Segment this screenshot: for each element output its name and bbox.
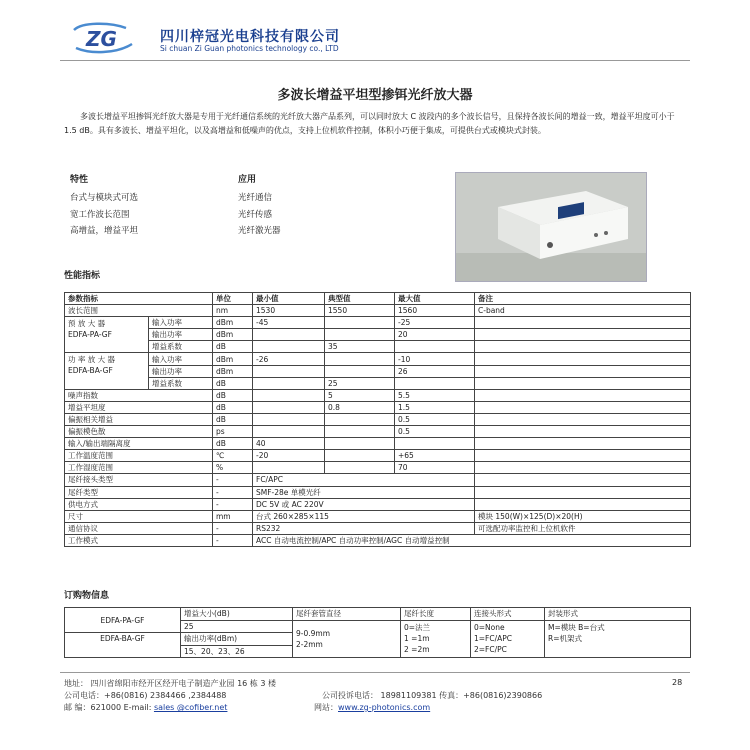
footer-divider (60, 672, 690, 673)
order-section-heading: 订购物信息 (64, 591, 110, 601)
table-row: EDFA-PA-GF 增益大小(dB) 尾纤套管直径 尾纤长度 连接头形式 封装形式 (65, 608, 691, 621)
table-row: 输出功率 dBm 26 (65, 365, 691, 377)
table-row: 输入/输出端隔离度 dB 40 (65, 438, 691, 450)
application-item: 光纤激光器 (238, 226, 281, 236)
pa-model-cell: 预 放 大 器 EDFA-PA-GF (65, 317, 149, 353)
table-row: 波长范围 nm 1530 1550 1560 C-band (65, 305, 691, 317)
spec-table (64, 292, 691, 547)
application-item: 光纤传感 (238, 210, 273, 220)
table-row: 25 9-0.9mm 2-2mm 0=法兰 1 =1m 2 =2m 0=None 1=FC/APC 2=FC/PC M=模块 B=台式 R=机架式 (65, 620, 691, 633)
svg-text:ZG: ZG (86, 27, 117, 51)
table-row: 通信协议 - RS232 可选配功率监控和上位机软件 (65, 522, 691, 534)
intro-paragraph: 多波长增益平坦掺铒光纤放大器是专用于光纤通信系统的光纤放大器产品系列，可以同时放大 C 波段内的多个波长信号，且保持各波长间的增益一致，增益平坦度可小于 1.5 dB。具有多波长、增益平坦化，以及高增益和低噪声的优点，支持上位机软件控制，体积小巧便于集成，可提供台式或模块式封装。 (64, 112, 675, 135)
table-header-row: 参数指标 单位 最小值 典型值 最大值 备注 (65, 293, 691, 305)
table-row: 输出功率 dBm 20 (65, 329, 691, 341)
company-name-cn: 四川梓冠光电科技有限公司 (160, 29, 340, 45)
table-row: 工作模式 - ACC 自动电流控制/APC 自动功率控制/AGC 自动增益控制 (65, 534, 691, 546)
product-photo (455, 172, 647, 282)
application-item: 光纤通信 (238, 193, 273, 203)
table-row: 预 放 大 器 EDFA-PA-GF 输入功率 dBm -45 -25 (65, 317, 691, 329)
header-divider (60, 60, 690, 61)
footer-phone: 公司电话：+86(0816) 2384466 ,2384488 (64, 691, 227, 700)
table-row: 尾纤接头类型 - FC/APC (65, 474, 691, 486)
footer-website: 网站：www.zg-photonics.com (314, 703, 431, 712)
table-row: 偏振模色散 ps 0.5 (65, 426, 691, 438)
document-title: 多波长增益平坦型掺铒光纤放大器 (277, 88, 473, 103)
email-link[interactable]: sales @cofiber.net (153, 703, 228, 712)
feature-item: 台式与模块式可选 (70, 193, 139, 203)
page-number: 28 (672, 678, 683, 687)
footer-address: 地址： 四川省绵阳市经开区经开电子制造产业园 16 栋 3 楼 (64, 679, 276, 688)
table-row: 工作湿度范围 % 70 (65, 462, 691, 474)
website-link[interactable]: www.zg-photonics.com (338, 703, 431, 712)
footer-contact: 邮 编：621000 E-mail: sales @cofiber.net (64, 703, 228, 712)
table-row: 工作温度范围 ℃ -20 +65 (65, 450, 691, 462)
feature-item: 宽工作波长范围 (70, 210, 130, 220)
table-row: 15、20、23、26 (65, 645, 691, 658)
table-row: 噪声指数 dB 5 5.5 (65, 389, 691, 401)
feature-item: 高增益，增益平坦 (70, 226, 139, 236)
ba-model-cell: 功 率 放 大 器 EDFA-BA-GF (65, 353, 149, 389)
table-row: 偏振相关增益 dB 0.5 (65, 413, 691, 425)
table-row: 尾纤类型 - SMF-28e 单模光纤 (65, 486, 691, 498)
order-table (64, 607, 691, 658)
company-name-en: Si chuan Zi Guan photonics technology co., LTD (160, 44, 339, 53)
applications-heading: 应用 (238, 175, 257, 185)
table-row: 功 率 放 大 器 EDFA-BA-GF 输入功率 dBm -26 -10 (65, 353, 691, 365)
table-row: 尺寸 mm 台式 260×285×115 模块 150(W)×125(D)×20(H) (65, 510, 691, 522)
features-heading: 特性 (70, 175, 89, 185)
table-row: 供电方式 - DC 5V 或 AC 220V (65, 498, 691, 510)
table-row: 增益系数 dB 35 (65, 341, 691, 353)
company-logo (70, 22, 150, 54)
spec-section-heading: 性能指标 (64, 271, 101, 281)
table-row: 增益平坦度 dB 0.8 1.5 (65, 401, 691, 413)
table-row: 增益系数 dB 25 (65, 377, 691, 389)
table-row: EDFA-BA-GF 输出功率(dBm) (65, 633, 691, 646)
footer-complaint-phone: 公司投诉电话： 18981109381 传真：+86(0816)2390866 (322, 691, 543, 700)
